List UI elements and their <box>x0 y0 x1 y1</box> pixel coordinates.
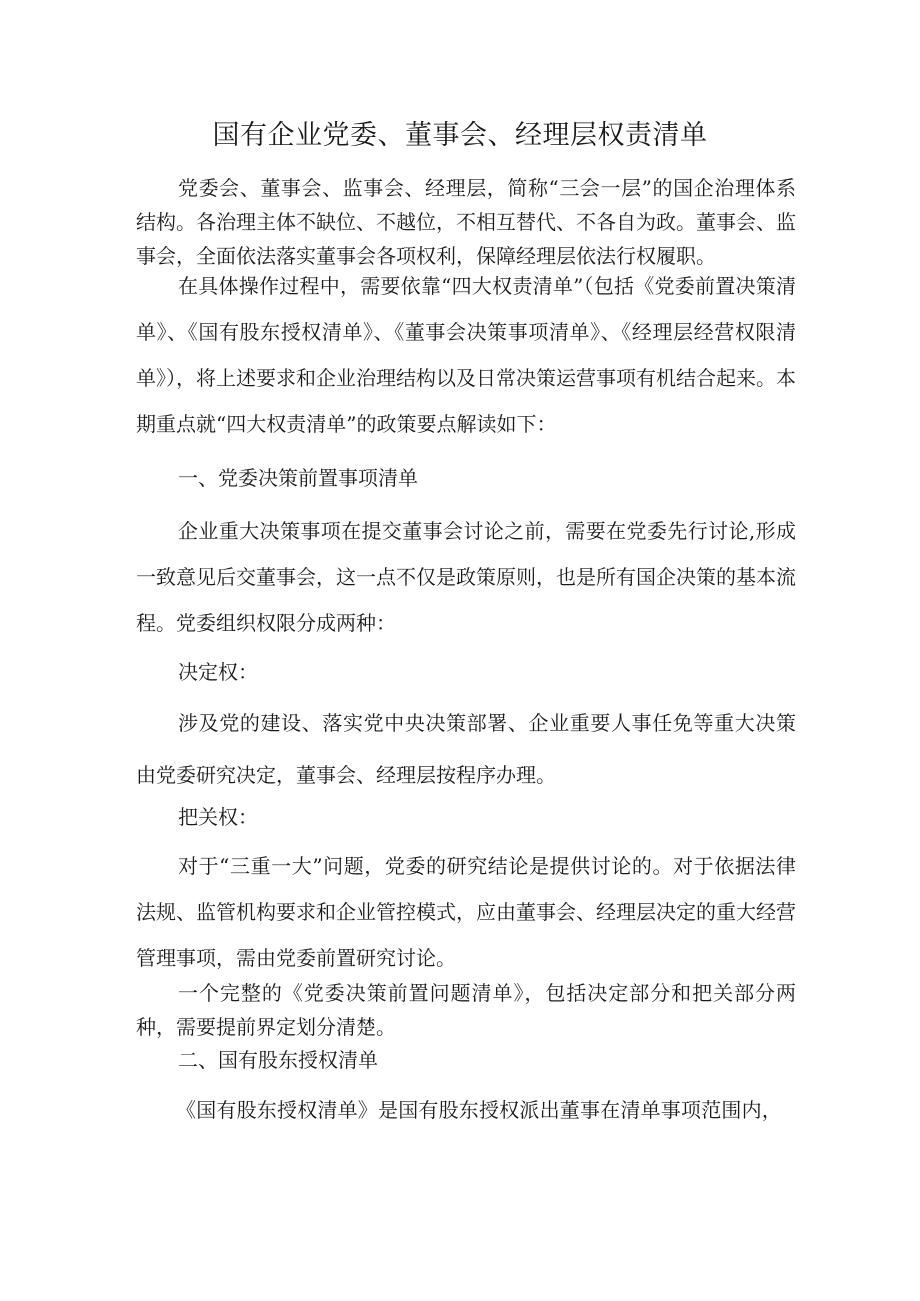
section-heading-shareholder-authorization: 二、国有股东授权清单 <box>178 1048 378 1072</box>
subheading-gatekeeping-power: 把关权： <box>178 805 258 829</box>
paragraph-party-committee-process: 企业重大决策事项在提交董事会讨论之前，需要在党委先行讨论,形成一致意见后交董事会，这一点不仅是政策原则，也是所有国企决策的基本流程。党委组织权限分成两种： <box>136 519 796 635</box>
paragraph-gatekeeping-power: 对于“三重一大”问题，党委的研究结论是提供讨论的。对于依据法律法规、监管机构要求和企业管控模式，应由董事会、经理层决定的重大经营管理事项，需由党委前置研究讨论。 <box>136 854 796 970</box>
paragraph-complete-list: 一个完整的《党委决策前置问题清单》，包括决定部分和把关部分两种，需要提前界定划分清楚。 <box>136 981 796 1039</box>
section-heading-party-committee-list: 一、党委决策前置事项清单 <box>178 466 418 490</box>
subheading-decision-power: 决定权： <box>178 660 258 684</box>
paragraph-decision-power: 涉及党的建设、落实党中央决策部署、企业重要人事任免等重大决策由党委研究决定，董事会、经理层按程序办理。 <box>136 711 796 787</box>
document-title: 国有企业党委、董事会、经理层权责清单 <box>212 120 708 151</box>
paragraph-four-lists-intro: 在具体操作过程中，需要依靠“四大权责清单”（包括《党委前置决策清单》、《国有股东授权清单》、《董事会决策事项清单》、《经理层经营权限清单》），将上述要求和企业治理结构以及日常决策运营事项有机结合起来。本期重点就“四大权责清单”的政策要点解读如下： <box>136 274 796 436</box>
paragraph-governance-structure: 党委会、董事会、监事会、经理层，简称“三会一层”的国企治理体系结构。各治理主体不缺位、不越位，不相互替代、不各自为政。董事会、监事会，全面依法落实董事会各项权利，保障经理层依法行权履职。 <box>136 176 796 268</box>
paragraph-shareholder-authorization: 《国有股东授权清单》是国有股东授权派出董事在清单事项范围内， <box>176 1098 782 1122</box>
